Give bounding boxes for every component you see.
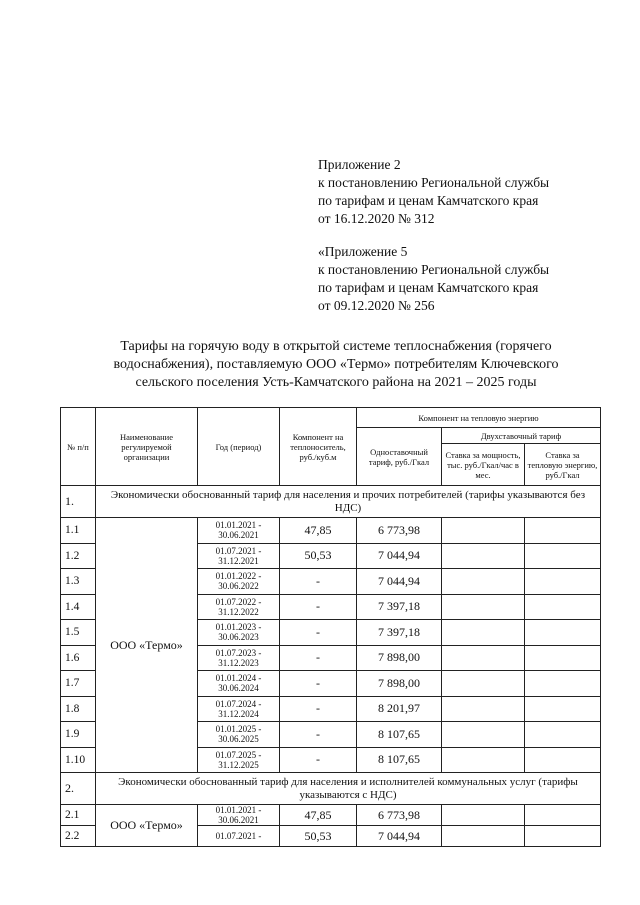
single-rate-cell: 7 397,18 bbox=[357, 594, 442, 620]
section-number: 2. bbox=[61, 773, 96, 805]
header-line: «Приложение 5 bbox=[318, 244, 408, 259]
energy-rate-cell bbox=[525, 518, 601, 544]
title-line: сельского поселения Усть-Камчатского района на 2021 – 2025 годы bbox=[135, 375, 537, 390]
energy-rate-cell bbox=[525, 569, 601, 595]
period-cell: 01.07.2021 - 31.12.2021 bbox=[198, 543, 280, 569]
capacity-rate-cell bbox=[442, 722, 525, 748]
energy-rate-cell bbox=[525, 620, 601, 646]
section-title: Экономически обоснованный тариф для населения и прочих потребителей (тарифы указываются без НДС) bbox=[96, 486, 601, 518]
capacity-rate-cell bbox=[442, 645, 525, 671]
row-number: 1.2 bbox=[61, 543, 96, 569]
row-number: 1.10 bbox=[61, 747, 96, 773]
header-block-current bbox=[318, 156, 618, 228]
header-line: к постановлению Региональной службы bbox=[318, 175, 550, 190]
header-line: от 09.12.2020 № 256 bbox=[318, 298, 435, 313]
header-line: по тарифам и ценам Камчатского края bbox=[318, 193, 539, 208]
header-line: к постановлению Региональной службы bbox=[318, 262, 550, 277]
header-single: Одноставочный тариф, руб./Гкал bbox=[357, 428, 442, 486]
header-org: Наименование регулируемой организации bbox=[96, 408, 198, 486]
energy-rate-cell bbox=[525, 747, 601, 773]
header-energy-rate: Ставка за тепловую энергию, руб./Гкал bbox=[525, 444, 601, 486]
header-capacity: Ставка за мощность, тыс. руб./Гкал/час в мес. bbox=[442, 444, 525, 486]
period-cell: 01.07.2024 - 31.12.2024 bbox=[198, 696, 280, 722]
carrier-cell: - bbox=[280, 747, 357, 773]
capacity-rate-cell bbox=[442, 805, 525, 826]
carrier-cell: - bbox=[280, 696, 357, 722]
single-rate-cell: 8 107,65 bbox=[357, 722, 442, 748]
carrier-cell: 47,85 bbox=[280, 805, 357, 826]
carrier-cell: - bbox=[280, 722, 357, 748]
period-cell: 01.01.2025 - 30.06.2025 bbox=[198, 722, 280, 748]
single-rate-cell: 7 898,00 bbox=[357, 645, 442, 671]
row-number: 1.3 bbox=[61, 569, 96, 595]
organization-name: ООО «Термо» bbox=[96, 805, 198, 847]
capacity-rate-cell bbox=[442, 569, 525, 595]
row-number: 1.9 bbox=[61, 722, 96, 748]
title-line: Тарифы на горячую воду в открытой системе теплоснабжения (горячего bbox=[120, 339, 552, 354]
carrier-cell: 50,53 bbox=[280, 543, 357, 569]
organization-name: ООО «Термо» bbox=[96, 518, 198, 773]
single-rate-cell: 8 201,97 bbox=[357, 696, 442, 722]
energy-rate-cell bbox=[525, 826, 601, 847]
row-number: 2.2 bbox=[61, 826, 96, 847]
header-energy: Компонент на тепловую энергию bbox=[357, 408, 601, 428]
period-cell: 01.01.2022 - 30.06.2022 bbox=[198, 569, 280, 595]
energy-rate-cell bbox=[525, 645, 601, 671]
energy-rate-cell bbox=[525, 696, 601, 722]
energy-rate-cell bbox=[525, 594, 601, 620]
header-carrier: Компонент на теплоноситель, руб./куб.м bbox=[280, 408, 357, 486]
period-cell: 01.07.2022 - 31.12.2022 bbox=[198, 594, 280, 620]
period-cell: 01.01.2021 - 30.06.2021 bbox=[198, 518, 280, 544]
capacity-rate-cell bbox=[442, 671, 525, 697]
energy-rate-cell bbox=[525, 805, 601, 826]
title-line: водоснабжения), поставляемую ООО «Термо» потребителям Ключевского bbox=[113, 357, 559, 372]
header-two-part: Двухставочный тариф bbox=[442, 428, 601, 444]
period-cell: 01.01.2024 - 30.06.2024 bbox=[198, 671, 280, 697]
carrier-cell: - bbox=[280, 569, 357, 595]
table-row bbox=[61, 518, 601, 544]
carrier-cell: - bbox=[280, 620, 357, 646]
period-cell: 01.07.2025 - 31.12.2025 bbox=[198, 747, 280, 773]
tariff-table bbox=[60, 407, 601, 847]
row-number: 1.6 bbox=[61, 645, 96, 671]
capacity-rate-cell bbox=[442, 696, 525, 722]
carrier-cell: - bbox=[280, 671, 357, 697]
row-number: 1.5 bbox=[61, 620, 96, 646]
header-period: Год (период) bbox=[198, 408, 280, 486]
energy-rate-cell bbox=[525, 543, 601, 569]
period-cell: 01.01.2021 - 30.06.2021 bbox=[198, 805, 280, 826]
period-cell: 01.01.2023 - 30.06.2023 bbox=[198, 620, 280, 646]
header-line: Приложение 2 bbox=[318, 157, 401, 172]
period-cell: 01.07.2023 - 31.12.2023 bbox=[198, 645, 280, 671]
table-row bbox=[61, 805, 601, 826]
single-rate-cell: 7 397,18 bbox=[357, 620, 442, 646]
carrier-cell: - bbox=[280, 594, 357, 620]
period-cell: 01.07.2021 - bbox=[198, 826, 280, 847]
single-rate-cell: 7 898,00 bbox=[357, 671, 442, 697]
section-header-row bbox=[61, 773, 601, 805]
capacity-rate-cell bbox=[442, 826, 525, 847]
header-block-original bbox=[318, 243, 618, 315]
row-number: 1.4 bbox=[61, 594, 96, 620]
capacity-rate-cell bbox=[442, 543, 525, 569]
carrier-cell: 47,85 bbox=[280, 518, 357, 544]
row-number: 1.8 bbox=[61, 696, 96, 722]
carrier-cell: - bbox=[280, 645, 357, 671]
row-number: 1.1 bbox=[61, 518, 96, 544]
energy-rate-cell bbox=[525, 722, 601, 748]
capacity-rate-cell bbox=[442, 747, 525, 773]
capacity-rate-cell bbox=[442, 620, 525, 646]
energy-rate-cell bbox=[525, 671, 601, 697]
single-rate-cell: 7 044,94 bbox=[357, 826, 442, 847]
carrier-cell: 50,53 bbox=[280, 826, 357, 847]
header-line: по тарифам и ценам Камчатского края bbox=[318, 280, 539, 295]
single-rate-cell: 6 773,98 bbox=[357, 805, 442, 826]
section-title: Экономически обоснованный тариф для населения и исполнителей коммунальных услуг (тарифы указываются с НДС) bbox=[96, 773, 601, 805]
capacity-rate-cell bbox=[442, 594, 525, 620]
document-title bbox=[80, 338, 592, 392]
single-rate-cell: 8 107,65 bbox=[357, 747, 442, 773]
section-number: 1. bbox=[61, 486, 96, 518]
row-number: 2.1 bbox=[61, 805, 96, 826]
section-header-row bbox=[61, 486, 601, 518]
single-rate-cell: 7 044,94 bbox=[357, 543, 442, 569]
capacity-rate-cell bbox=[442, 518, 525, 544]
single-rate-cell: 7 044,94 bbox=[357, 569, 442, 595]
single-rate-cell: 6 773,98 bbox=[357, 518, 442, 544]
header-line: от 16.12.2020 № 312 bbox=[318, 211, 435, 226]
row-number: 1.7 bbox=[61, 671, 96, 697]
header-num: № п/п bbox=[61, 408, 96, 486]
